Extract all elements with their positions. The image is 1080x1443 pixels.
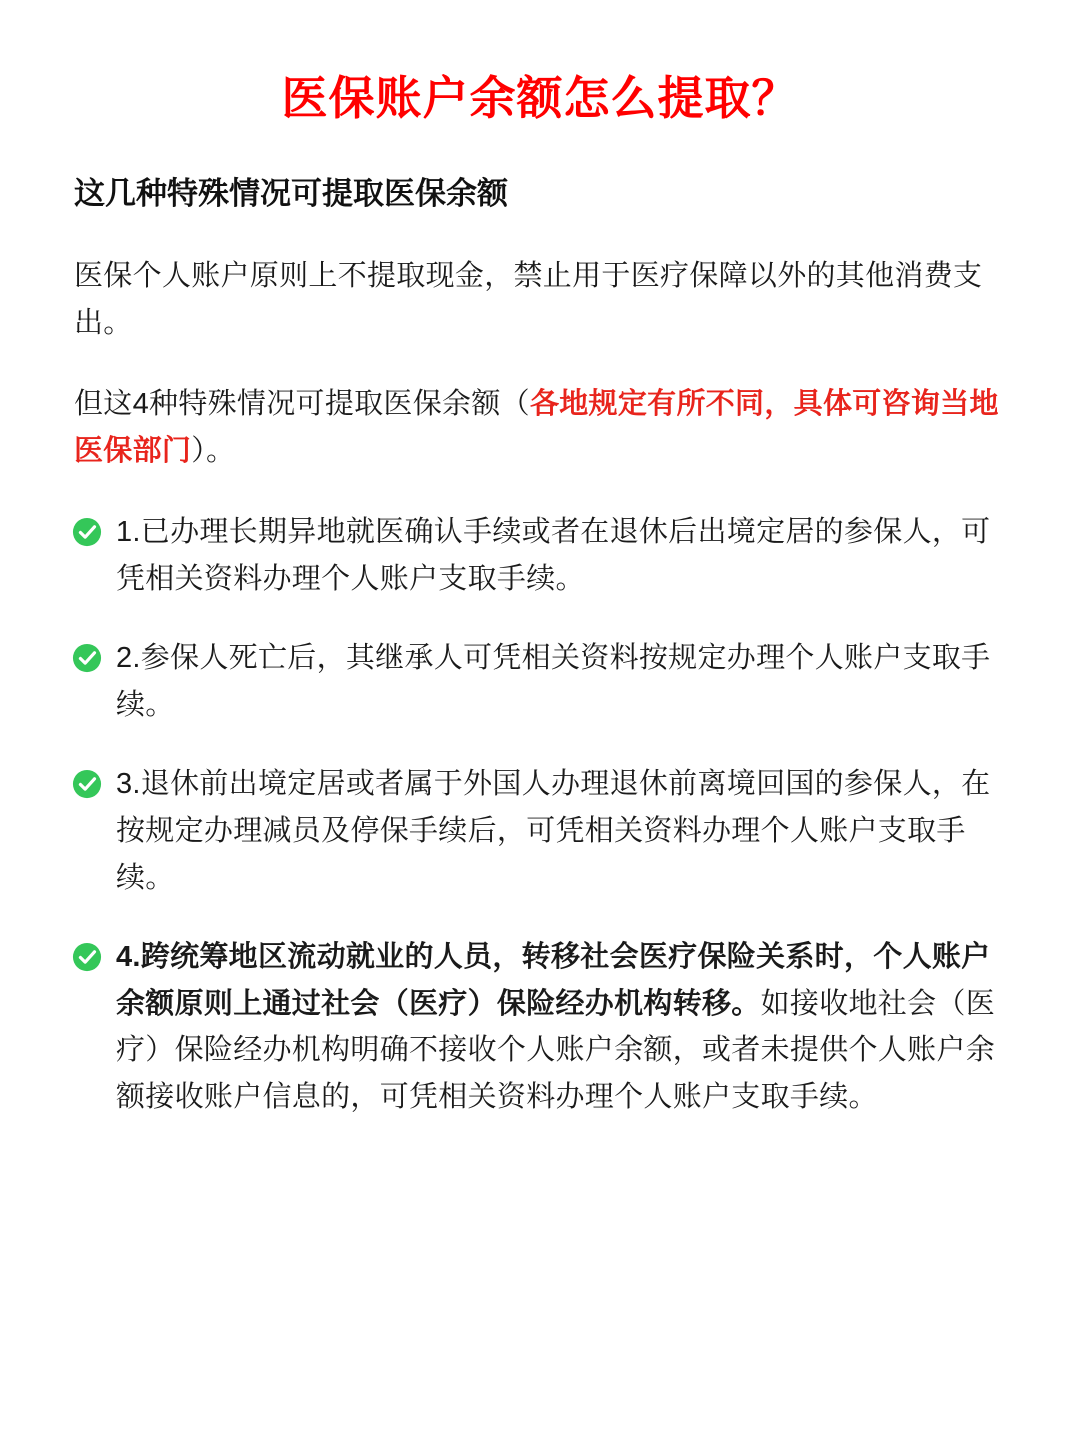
list-item-text: 1.已办理长期异地就医确认手续或者在退休后出境定居的参保人，可凭相关资料办理个人账户支取手续。: [116, 515, 991, 595]
list-item-text: 2.参保人死亡后，其继承人可凭相关资料按规定办理个人账户支取手续。: [116, 641, 991, 721]
list-item: [72, 635, 1008, 729]
list-item: [72, 761, 1008, 902]
green-check-icon: [72, 643, 102, 673]
page-title: 医保账户余额怎么提取？: [281, 72, 799, 124]
exceptions-intro-prefix: 但这4种特殊情况可提取医保余额（: [74, 387, 530, 420]
exceptions-intro-highlight: 各地规定有所不同，具体可咨询当地医保部门: [74, 387, 999, 467]
green-check-icon: [72, 517, 102, 547]
list-item: [72, 509, 1008, 603]
list-item-text: 3.退休前出境定居或者属于外国人办理退休前离境回国的参保人，在按规定办理减员及停保手续后，可凭相关资料办理个人账户支取手续。: [116, 767, 991, 894]
green-check-icon: [72, 769, 102, 799]
paragraph-principle: 医保个人账户原则上不提取现金，禁止用于医疗保障以外的其他消费支出。: [74, 259, 983, 339]
section-subtitle: 这几种特殊情况可提取医保余额: [74, 175, 508, 211]
list-item: [72, 934, 1008, 1122]
exceptions-intro-suffix: ）。: [191, 434, 236, 467]
list-item-text-bold: 4.跨统筹地区流动就业的人员，转移社会医疗保险关系时，个人账户余额原则上通过社会（医疗）保险经办机构转移。: [116, 940, 991, 1020]
list-item-text: 如接收地社会（医疗）保险经办机构明确不接收个人账户余额，或者未提供个人账户余额接收账户信息的，可凭相关资料办理个人账户支取手续。: [116, 987, 996, 1114]
green-check-icon: [72, 942, 102, 972]
paragraph-exceptions-intro: [74, 381, 1008, 475]
exception-list: [72, 509, 1008, 1122]
